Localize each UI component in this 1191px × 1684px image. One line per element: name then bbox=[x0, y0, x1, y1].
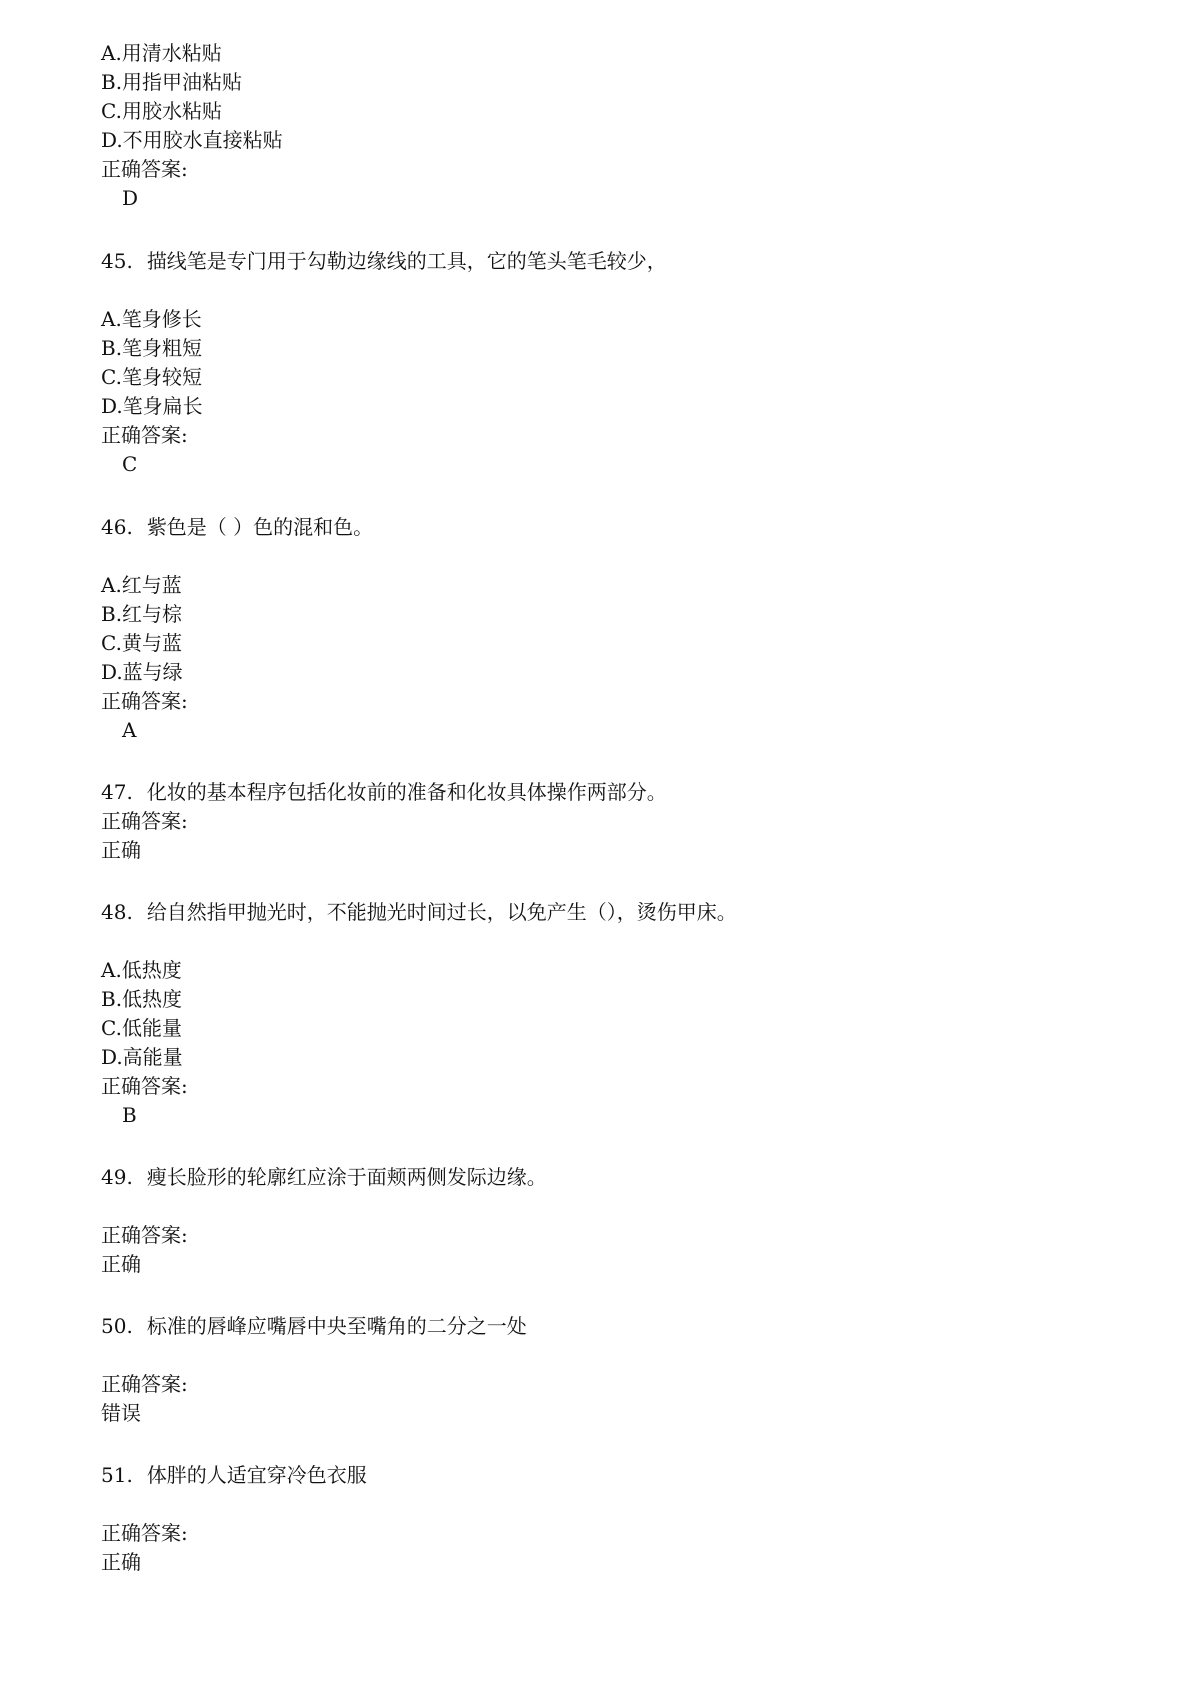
q47-stem: 化妆的基本程序包括化妆前的准备和化妆具体操作两部分。 bbox=[146, 780, 667, 804]
q46-number: 46. bbox=[101, 515, 133, 539]
q49-stem-line bbox=[101, 1163, 547, 1191]
q45-option-a: A.笔身修长 bbox=[101, 307, 202, 331]
q51-answer-value: 正确 bbox=[101, 1550, 141, 1574]
q45-stem-line bbox=[101, 247, 667, 275]
q44-option-d: D.不用胶水直接粘贴 bbox=[101, 128, 283, 152]
q48-answer-value: B bbox=[122, 1103, 137, 1127]
q45-answer-label: 正确答案: bbox=[101, 423, 188, 447]
q46-option-a: A.红与蓝 bbox=[101, 573, 182, 597]
q50-stem: 标准的唇峰应嘴唇中央至嘴角的二分之一处 bbox=[146, 1314, 527, 1338]
q46-answer-label: 正确答案: bbox=[101, 689, 188, 713]
q46-stem: 紫色是（ ）色的混和色。 bbox=[146, 515, 374, 539]
q48-option-c: C.低能量 bbox=[101, 1016, 182, 1040]
q44-option-c: C.用胶水粘贴 bbox=[101, 99, 222, 123]
q47-answer-value: 正确 bbox=[101, 838, 141, 862]
q44-option-b: B.用指甲油粘贴 bbox=[101, 70, 243, 94]
q48-option-d: D.高能量 bbox=[101, 1045, 183, 1069]
q45-answer-value: C bbox=[122, 452, 138, 476]
q44-option-a: A.用清水粘贴 bbox=[101, 41, 222, 65]
q47-stem-line bbox=[101, 778, 667, 806]
q45-option-d: D.笔身扁长 bbox=[101, 394, 203, 418]
q46-option-c: C.黄与蓝 bbox=[101, 631, 182, 655]
q47-number: 47. bbox=[101, 780, 133, 804]
q49-number: 49. bbox=[101, 1165, 133, 1189]
q45-option-c: C.笔身较短 bbox=[101, 365, 202, 389]
q51-stem: 体胖的人适宜穿冷色衣服 bbox=[146, 1463, 367, 1487]
q50-stem-line bbox=[101, 1312, 527, 1340]
q46-option-d: D.蓝与绿 bbox=[101, 660, 183, 684]
q49-stem: 瘦长脸形的轮廓红应涂于面颊两侧发际边缘。 bbox=[146, 1165, 547, 1189]
q48-stem: 给自然指甲抛光时，不能抛光时间过长，以免产生（），烫伤甲床。 bbox=[146, 900, 737, 924]
q49-answer-label: 正确答案: bbox=[101, 1223, 188, 1247]
q51-stem-line bbox=[101, 1461, 367, 1489]
q50-number: 50. bbox=[101, 1314, 133, 1338]
q50-answer-label: 正确答案: bbox=[101, 1372, 188, 1396]
q48-answer-label: 正确答案: bbox=[101, 1074, 188, 1098]
q44-answer-value: D bbox=[122, 186, 139, 210]
q44-answer-label: 正确答案: bbox=[101, 157, 188, 181]
q46-stem-line bbox=[101, 513, 373, 541]
q45-option-b: B.笔身粗短 bbox=[101, 336, 203, 360]
q45-stem: 描线笔是专门用于勾勒边缘线的工具，它的笔头笔毛较少， bbox=[146, 249, 667, 273]
q47-answer-label: 正确答案: bbox=[101, 809, 188, 833]
q45-number: 45. bbox=[101, 249, 133, 273]
q46-option-b: B.红与棕 bbox=[101, 602, 183, 626]
q50-answer-value: 错误 bbox=[101, 1401, 141, 1425]
q48-option-a: A.低热度 bbox=[101, 958, 182, 982]
q49-answer-value: 正确 bbox=[101, 1252, 141, 1276]
q46-answer-value: A bbox=[122, 718, 137, 742]
q51-answer-label: 正确答案: bbox=[101, 1521, 188, 1545]
q48-number: 48. bbox=[101, 900, 133, 924]
q48-option-b: B.低热度 bbox=[101, 987, 183, 1011]
q51-number: 51. bbox=[101, 1463, 133, 1487]
q48-stem-line bbox=[101, 898, 737, 926]
